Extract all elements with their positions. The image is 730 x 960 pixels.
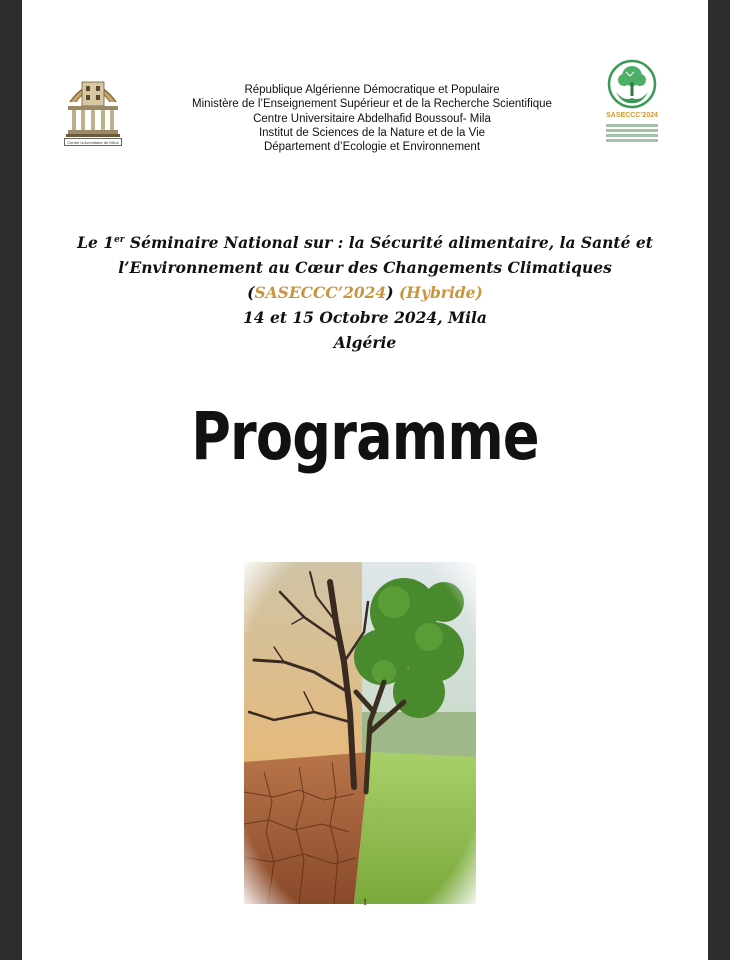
seminar-mode: (Hybride) xyxy=(398,283,483,302)
header-line-ministry: Ministère de l’Enseignement Supérieur et de la Recherche Scientifique xyxy=(192,98,552,111)
tree-hands-icon xyxy=(602,58,662,112)
seminar-acronym: SASECCC’2024 xyxy=(254,283,387,302)
seminar-title-line-1 xyxy=(52,230,678,255)
seminar-ordinal-suffix: er xyxy=(114,234,125,245)
seminar-title xyxy=(52,230,678,355)
seminar-country: Algérie xyxy=(333,333,397,352)
seminar-logo xyxy=(602,58,662,148)
seminar-logo-subtext xyxy=(606,122,658,144)
seminar-logo-title: SASECCC’2024 xyxy=(606,112,658,119)
header-line-institute: Institut de Sciences de la Nature et de la Vie xyxy=(258,126,486,139)
seminar-acronym-line xyxy=(52,280,678,305)
viewer-edge-right xyxy=(708,0,730,960)
seminar-title-text-1: Séminaire National sur : la Sécurité alimentaire, la Santé et xyxy=(124,233,653,252)
dead-and-living-tree-image xyxy=(244,562,476,904)
acronym-paren-close: ) xyxy=(386,283,394,302)
seminar-dates: 14 et 15 Octobre 2024, Mila xyxy=(243,308,487,327)
header-line-department: Département d’Ecologie et Environnement xyxy=(263,141,481,154)
header-line-university: Centre Universitaire Abdelhafid Boussouf- Mila xyxy=(253,112,491,125)
acronym-paren-open: ( xyxy=(247,283,255,302)
document-page xyxy=(22,0,708,960)
seminar-ordinal: Le 1 xyxy=(77,233,115,252)
header-line-republic: République Algérienne Démocratique et Populaire xyxy=(244,84,500,96)
programme-title: Programme xyxy=(191,398,539,475)
institution-header xyxy=(142,83,602,154)
university-logo xyxy=(64,72,122,146)
page-number: 1 xyxy=(362,897,368,907)
university-building-icon xyxy=(64,72,122,138)
university-logo-caption: Centre Universitaire de MILA xyxy=(64,138,122,146)
viewer-edge-left xyxy=(0,0,22,960)
seminar-title-line-2: l’Environnement au Cœur des Changements Climatiques xyxy=(118,258,612,277)
climate-change-illustration xyxy=(244,562,476,904)
